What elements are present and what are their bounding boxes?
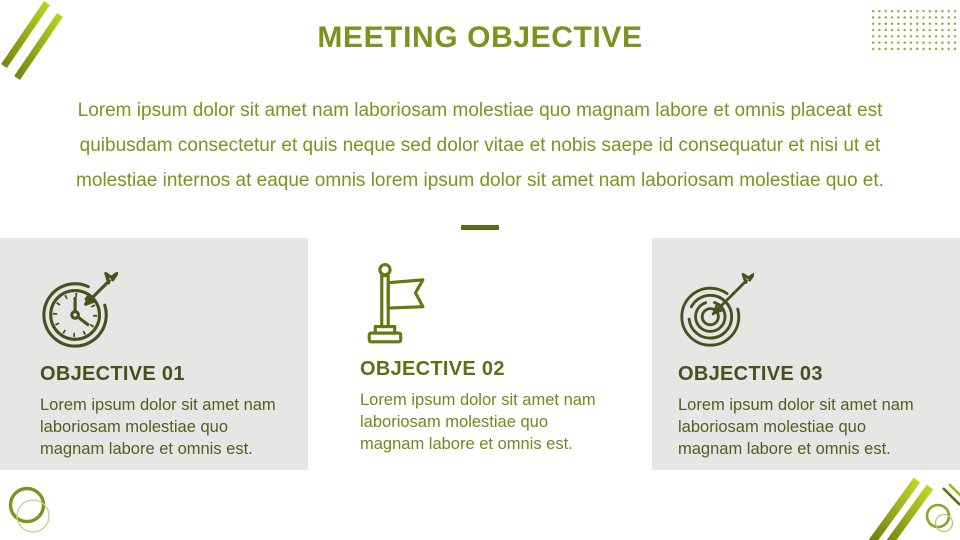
objective-body: Lorem ipsum dolor sit amet nam laboriosam molestiae quo magnam labore et omnis est. bbox=[360, 391, 596, 453]
divider-bar bbox=[461, 225, 499, 230]
clock-deadline-icon bbox=[40, 269, 290, 351]
objective-card-3 bbox=[652, 238, 960, 470]
slide-title: MEETING OBJECTIVE bbox=[317, 21, 643, 54]
objective-card-1 bbox=[0, 238, 308, 470]
objective-card-2 bbox=[308, 238, 652, 470]
objectives-row bbox=[0, 238, 960, 470]
flag-milestone-icon bbox=[360, 264, 634, 346]
target-goal-icon bbox=[678, 269, 942, 351]
double-circle-bottom-left-decoration bbox=[5, 485, 65, 540]
objective-title: OBJECTIVE 03 bbox=[678, 363, 823, 385]
objective-body: Lorem ipsum dolor sit amet nam laboriosam molestiae quo magnam labore et omnis est. bbox=[40, 396, 276, 458]
diagonal-stripes-bottom-right-icon bbox=[872, 480, 930, 540]
objective-title: OBJECTIVE 01 bbox=[40, 363, 185, 385]
objective-body: Lorem ipsum dolor sit amet nam laboriosam molestiae quo magnam labore et omnis est. bbox=[678, 396, 914, 458]
pencil-slash-icon bbox=[943, 484, 960, 505]
corner-decoration-bottom-right bbox=[848, 470, 960, 540]
intro-paragraph: Lorem ipsum dolor sit amet nam laboriosam molestiae quo magnam labore et omnis placeat est quibusdam consectetur et quis neque sed dolor vitae et nobis saepe id consequatur et nisi ut et molestiae internos at eaque omnis lorem ipsum dolor sit amet nam laboriosam molestiae quo et. bbox=[76, 100, 884, 191]
objective-title: OBJECTIVE 02 bbox=[360, 358, 505, 380]
double-circle-bottom-right-icon bbox=[927, 505, 953, 532]
